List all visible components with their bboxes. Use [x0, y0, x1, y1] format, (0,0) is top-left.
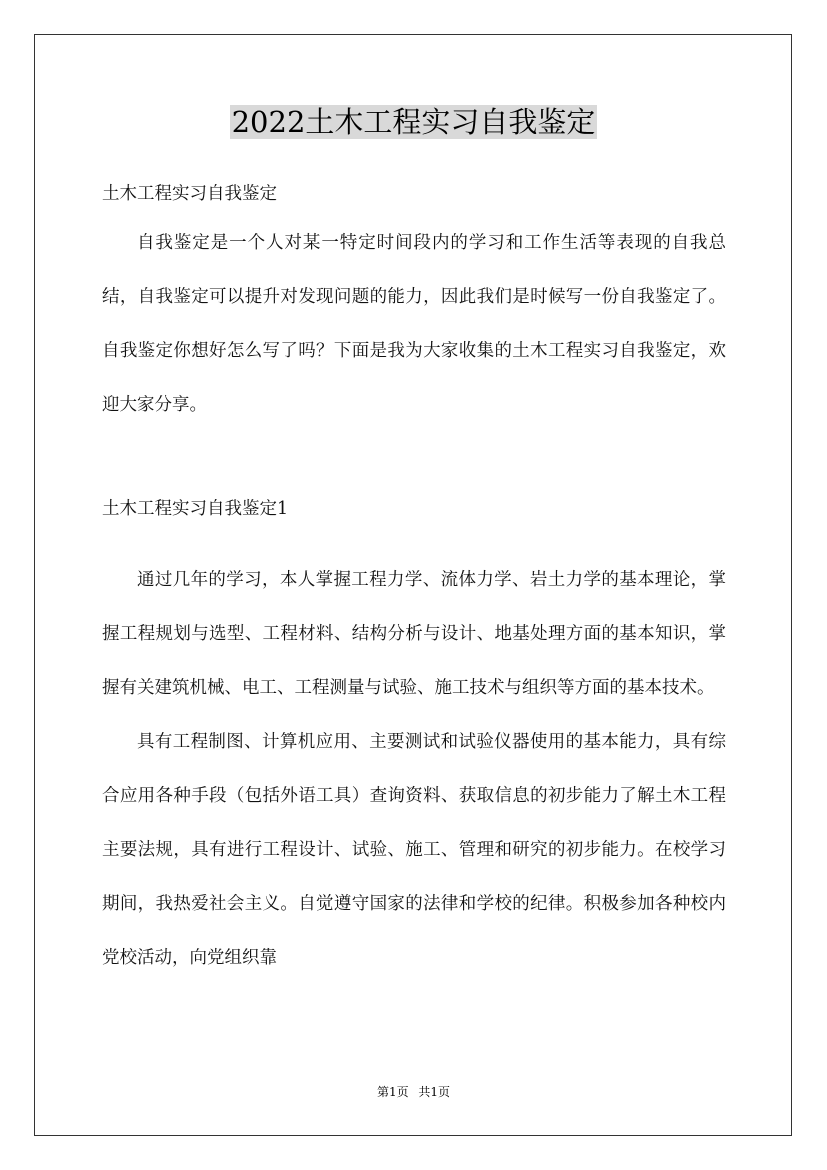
document-body	[102, 172, 726, 985]
page-number: 第1页	[376, 1085, 409, 1099]
intro-paragraph: 自我鉴定是一个人对某一特定时间段内的学习和工作生活等表现的自我总结，自我鉴定可以提升对发现问题的能力，因此我们是时候写一份自我鉴定了。自我鉴定你想好怎么写了吗？下面是我为大家收集的土木工程实习自我鉴定，欢迎大家分享。	[102, 233, 726, 415]
document-title-text: 2022土木工程实习自我鉴定	[231, 105, 596, 139]
subtitle: 土木工程实习自我鉴定	[102, 184, 277, 204]
page-footer	[0, 1083, 827, 1100]
document-title	[0, 98, 827, 146]
page-total: 共1页	[418, 1085, 451, 1099]
section-paragraph-1: 通过几年的学习，本人掌握工程力学、流体力学、岩土力学的基本理论，掌握工程规划与选型、工程材料、结构分析与设计、地基处理方面的基本知识，掌握有关建筑机械、电工、工程测量与试验、施工技术与组织等方面的基本技术。	[102, 569, 726, 698]
section-paragraph-2: 具有工程制图、计算机应用、主要测试和试验仪器使用的基本能力，具有综合应用各种手段（包括外语工具）查询资料、获取信息的初步能力了解土木工程主要法规，具有进行工程设计、试验、施工、管理和研究的初步能力。在校学习期间，我热爱社会主义。自觉遵守国家的法律和学校的纪律。积极参加各种校内党校活动，向党组织靠	[102, 731, 726, 968]
section-heading: 土木工程实习自我鉴定1	[102, 499, 289, 519]
